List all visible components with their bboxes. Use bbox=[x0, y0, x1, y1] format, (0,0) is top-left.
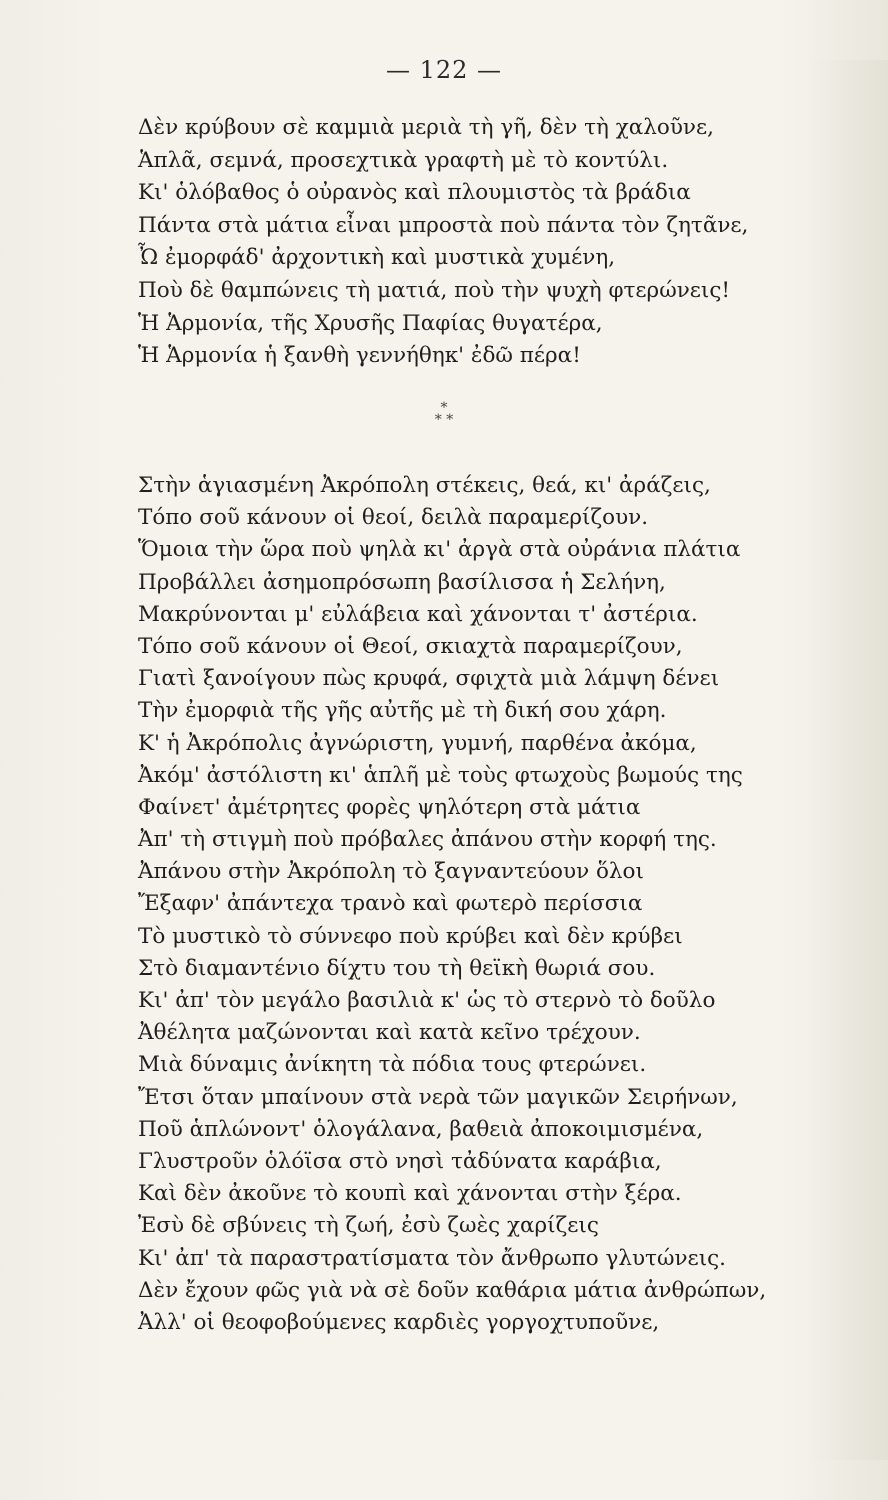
verse-line: Φαίνετ' ἀμέτρητες φορὲς ψηλότερη στὰ μάτια bbox=[138, 794, 641, 820]
verse-line: Στὸ διαμαντένιο δίχτυ του τὴ θεϊκὴ θωριά σου. bbox=[138, 955, 656, 981]
verse-line: Ἀλλ' οἱ θεοφοβούμενες καρδιὲς γοργοχτυποῦνε, bbox=[138, 1309, 660, 1335]
verse-line: Τὸ μυστικὸ τὸ σύννεφο ποὺ κρύβει καὶ δὲν κρύβει bbox=[138, 923, 683, 949]
verse-line: Καὶ δὲν ἀκοῦνε τὸ κουπὶ καὶ χάνονται στὴν ξέρα. bbox=[138, 1181, 682, 1207]
verse-line: Μιὰ δύναμις ἀνίκητη τὰ πόδια τους φτερώνει. bbox=[138, 1052, 647, 1078]
verse-line: Τόπο σοῦ κάνουν οἱ θεοί, δειλὰ παραμερίζουν. bbox=[138, 505, 649, 531]
verse-line: Ἡ Ἁρμονία ἡ ξανθὴ γεννήθηκ' ἐδῶ πέρα! bbox=[138, 343, 581, 369]
verse-line: Δὲν κρύβουν σὲ καμμιὰ μεριὰ τὴ γῆ, δὲν τὴ χαλοῦνε, bbox=[138, 115, 714, 140]
verse-line: Ποὺ δὲ θαμπώνεις τὴ ματιά, ποὺ τὴν ψυχὴ φτερώνεις! bbox=[138, 277, 731, 303]
verse-line: Πάντα στὰ μάτια εἶναι μπροστὰ ποὺ πάντα τὸν ζητᾶνε, bbox=[138, 212, 749, 238]
verse-line: Στὴν ἁγιασμένη Ἀκρόπολη στέκεις, θεά, κι' ἀράζεις, bbox=[138, 473, 711, 498]
stanza-1 bbox=[138, 112, 838, 373]
verse-line: Ἔξαφν' ἀπάντεχα τρανὸ καὶ φωτερὸ περίσσια bbox=[138, 891, 643, 917]
ornament-bottom: * * bbox=[434, 412, 454, 428]
verse-line: Κ' ἡ Ἀκρόπολις ἀγνώριστη, γυμνή, παρθένα ἀκόμα, bbox=[138, 730, 697, 756]
stanza-2 bbox=[138, 470, 838, 1339]
ornament-top: * bbox=[440, 400, 448, 416]
verse-line: Ἔτσι ὅταν μπαίνουν στὰ νερὰ τῶν μαγικῶν Σειρήνων, bbox=[138, 1084, 738, 1110]
verse-line: Μακρύνονται μ' εὐλάβεια καὶ χάνονται τ' ἀστέρια. bbox=[138, 601, 698, 627]
verse-line: Δὲν ἔχουν φῶς γιὰ νὰ σὲ δοῦν καθάρια μάτια ἀνθρώπων, bbox=[138, 1277, 767, 1303]
verse-line: Ἐσὺ δὲ σβύνεις τὴ ζωή, ἐσὺ ζωὲς χαρίζεις bbox=[138, 1213, 599, 1239]
verse-line: Ἀπ' τὴ στιγμὴ ποὺ πρόβαλες ἀπάνου στὴν κορφή της. bbox=[138, 827, 717, 853]
verse-line: Ἀκόμ' ἀστόλιστη κι' ἁπλῆ μὲ τοὺς φτωχοὺς βωμούς της bbox=[138, 762, 743, 788]
verse-line: Ἀπάνου στὴν Ἀκρόπολη τὸ ξαγναντεύουν ὅλοι bbox=[138, 859, 644, 885]
verse-line: Τὴν ἐμορφιὰ τῆς γῆς αὐτῆς μὲ τὴ δική σου χάρη. bbox=[138, 698, 667, 724]
verse-line: Κι' ὁλόβαθος ὁ οὐρανὸς καὶ πλουμιστὸς τὰ βράδια bbox=[138, 180, 691, 206]
verse-line: Ἡ Ἁρμονία, τῆς Χρυσῆς Παφίας θυγατέρα, bbox=[138, 310, 603, 336]
verse-line: Τόπο σοῦ κάνουν οἱ Θεοί, σκιαχτὰ παραμερίζουν, bbox=[138, 633, 683, 659]
asterism-ornament bbox=[0, 402, 888, 426]
verse-line: Γλυστροῦν ὁλόϊσα στὸ νησὶ τἀδύνατα καράβια, bbox=[138, 1148, 662, 1174]
verse-line: Ὅμοια τὴν ὥρα ποὺ ψηλὰ κι' ἀργὰ στὰ οὐράνια πλάτια bbox=[138, 537, 741, 563]
verse-line: Κι' ἀπ' τὸν μεγάλο βασιλιὰ κ' ὡς τὸ στερνὸ τὸ δοῦλο bbox=[138, 988, 716, 1013]
verse-line: Ποῦ ἁπλώνοντ' ὁλογάλανα, βαθειὰ ἀποκοιμισμένα, bbox=[138, 1116, 704, 1142]
verse-line: Κι' ἀπ' τὰ παραστρατίσματα τὸν ἄνθρωπο γλυτώνεις. bbox=[138, 1245, 726, 1271]
verse-line: Ἁπλᾶ, σεμνά, προσεχτικὰ γραφτὴ μὲ τὸ κοντύλι. bbox=[138, 147, 669, 173]
verse-line: Προβάλλει ἀσημοπρόσωπη βασίλισσα ἡ Σελήνη, bbox=[138, 569, 666, 595]
verse-line: Ὦ ἐμορφάδ' ἀρχοντικὴ καὶ μυστικὰ χυμένη, bbox=[138, 245, 616, 271]
verse-line: Γιατὶ ξανοίγουν πὼς κρυφά, σφιχτὰ μιὰ λάμψη δένει bbox=[138, 666, 720, 692]
verse-line: Ἀθέλητα μαζώνονται καὶ κατὰ κεῖνο τρέχουν. bbox=[138, 1020, 641, 1046]
page-number: — 122 — bbox=[385, 56, 503, 84]
